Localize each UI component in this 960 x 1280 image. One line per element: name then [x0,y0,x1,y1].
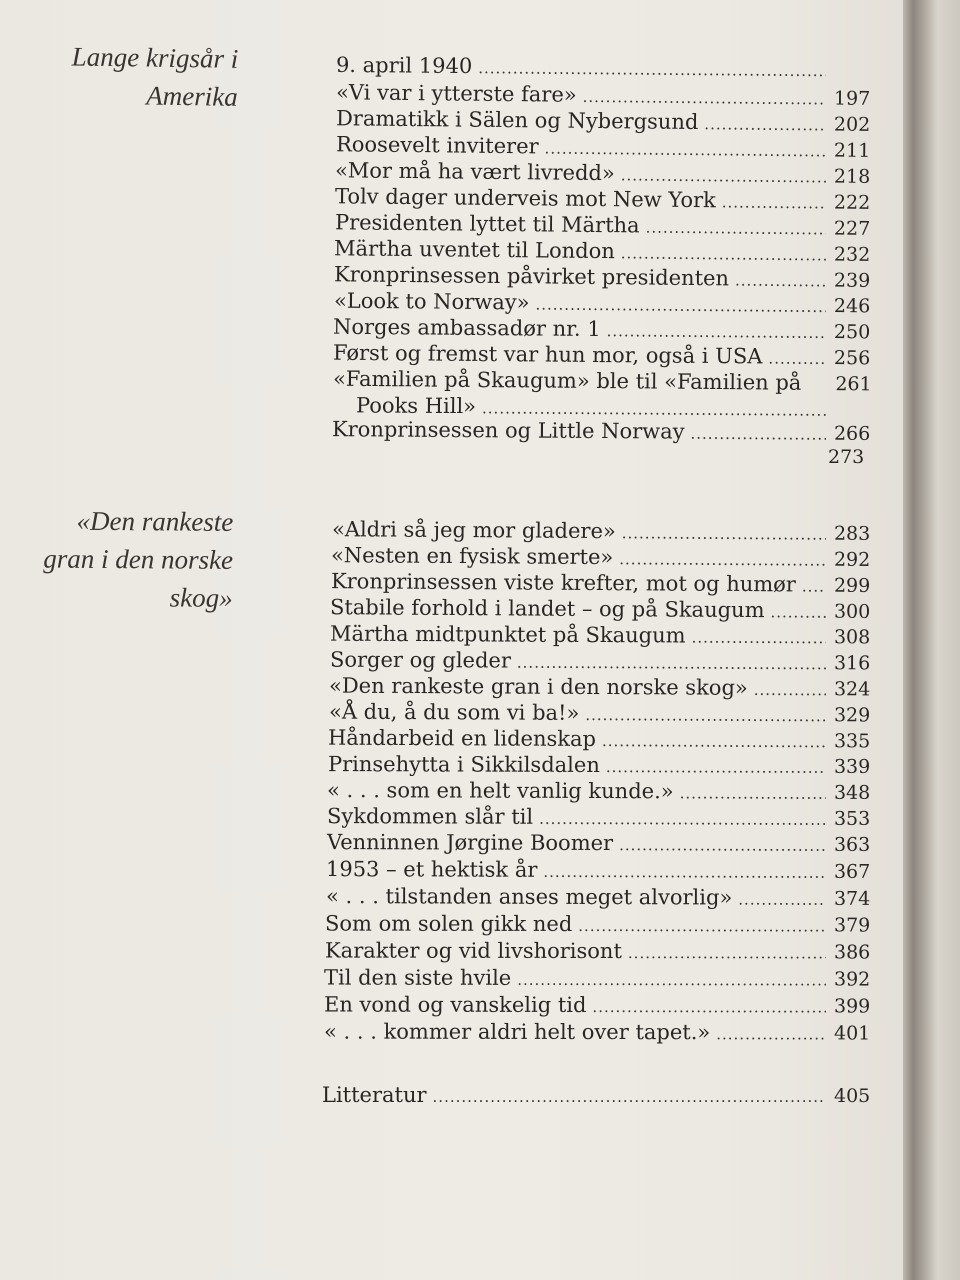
book-spine-gutter [903,0,960,1280]
toc-entry-page: 273 [828,446,865,468]
toc-entry-title: Dramatikk i Sälen og Nybergsund [335,106,699,135]
toc-entry[interactable] [328,673,871,702]
toc-entry-page: 405 [834,1085,871,1107]
toc-entry[interactable] [330,568,871,598]
toc-entry-title: 1953 – et hektisk år [325,857,538,882]
toc-leader-dots [738,887,826,913]
toc-entry-title: Roosevelt inviterer [335,132,539,159]
toc-entry-title: Märtha midtpunktet på Skaugum [329,621,686,648]
toc-leader-dots [543,859,826,886]
toc-entry-page: 339 [833,755,871,778]
toc-entry-title: Pooks Hill» [355,393,477,419]
toc-entry-title: «Å du, å du som vi ba!» [328,699,580,725]
toc-entry-page: 232 [833,243,871,266]
toc-leader-dots [619,832,826,859]
toc-leader-dots [802,573,826,599]
toc-leader-dots [539,806,826,833]
toc-entry-page: 335 [833,730,871,753]
toc-entry-page: 266 [833,422,871,445]
toc-entry-title: «Vi var i ytterste fare» [335,80,577,107]
toc-leader-dots [433,1084,826,1110]
toc-entry-page: 197 [833,87,871,110]
toc-entry[interactable] [323,965,871,992]
toc-entry-page: 299 [833,574,871,597]
toc-leader-dots [704,111,826,138]
toc-leader-dots [692,624,827,651]
toc-entry-title: «Aldri så jeg mor gladere» [331,517,616,544]
toc-entry-title: 9. april 1940 [335,52,473,79]
toc-entry[interactable] [330,542,871,572]
toc-entry-page: 353 [833,807,871,830]
section-title-line: «Den rankeste [76,505,234,537]
toc-leader-dots [628,940,826,966]
toc-leader-dots [602,728,826,755]
toc-leader-dots [716,1021,826,1047]
toc-entry-page: 250 [833,321,871,344]
toc-entry-page: 316 [833,652,871,675]
toc-entry[interactable] [326,777,871,805]
toc-entry[interactable] [336,52,826,82]
toc-entry[interactable] [327,725,871,754]
toc-entry-page: 324 [833,678,871,701]
toc-leader-dots [592,994,826,1020]
toc-entry-page: 363 [833,833,871,856]
toc-entry-title: Som om solen gikk ned [324,911,573,936]
toc-entry-page: 261 [835,373,872,396]
toc-entry-page: 218 [833,165,871,188]
toc-entry-title: Til den siste hvile [323,965,512,990]
toc-entry-page: 211 [833,139,871,162]
toc-entry-title: Håndarbeid en lidenskap [327,725,597,751]
toc-entry[interactable] [323,992,871,1019]
toc-entry[interactable] [820,444,864,470]
toc-entry-page: 256 [833,347,871,370]
toc-entry-title: Märtha uventet til London [333,236,615,264]
toc-entry[interactable] [326,829,871,857]
toc-leader-dots [754,677,826,703]
toc-entry-title: « . . . kommer aldri helt over tapet.» [323,1019,711,1045]
toc-entry-page: 392 [833,968,871,991]
toc-entry-page: 401 [833,1022,871,1045]
section-title-line: Lange krigsår i [71,41,239,74]
toc-entry-title: Sorger og gleder [329,647,511,673]
toc-entry[interactable] [326,803,871,831]
toc-entry[interactable] [323,1019,871,1046]
toc-entry-page: 227 [833,217,871,240]
toc-entry-title: «Mor må ha vært livredd» [334,158,615,186]
toc-entry-title: Sykdommen slår til [326,804,534,829]
toc-entry-literature[interactable] [322,1082,871,1108]
toc-leader-dots [478,55,826,84]
toc-entry-page: 202 [833,113,871,136]
toc-leader-dots [768,345,826,372]
toc-leader-dots [606,754,826,781]
toc-entry[interactable] [329,594,871,624]
toc-entry-title: «Nesten en fysisk smerte» [330,543,614,570]
toc-entry-title: «Den rankeste gran i den norske skog» [328,673,748,700]
toc-entry-title: « . . . som en helt vanlig kunde.» [326,778,674,804]
toc-entry-page: 348 [833,781,871,804]
toc-entry-title: En vond og vanskelig tid [323,992,587,1017]
toc-entry[interactable] [324,938,871,965]
toc-entry[interactable] [331,516,871,546]
section-title-den-rankeste-gran [0,501,233,617]
toc-entry-title: Tolv dager underveis mot New York [334,184,716,213]
section-title-line: Amerika [146,80,238,112]
toc-entry-title: Prinsehytta i Sikkilsdalen [327,752,600,778]
toc-leader-dots [770,599,826,625]
toc-entry-page: 300 [833,600,871,623]
toc-entry-title: Litteratur [322,1083,427,1107]
toc-entry[interactable] [325,856,871,884]
toc-entry-page: 222 [833,191,871,214]
toc-entry-title: Venninnen Jørgine Boomer [326,830,614,856]
toc-entry-title: Norges ambassadør nr. 1 [332,314,601,342]
toc-entry-title: «Look to Norway» [333,288,530,315]
toc-entry-page: 386 [833,941,871,964]
toc-entry-title: « . . . tilstanden anses meget alvorlig» [325,884,733,910]
toc-leader-dots [585,702,826,729]
toc-entry-page: 329 [833,704,871,727]
toc-entry-page: 399 [833,995,871,1018]
toc-entry-title: «Familien på Skaugum» ble til «Familien på [332,366,802,395]
toc-entry[interactable] [327,751,871,779]
toc-entry-title: Presidenten lyttet til Märtha [334,210,640,238]
toc-entry-title: Kronprinsessen påvirket presidenten [333,262,730,291]
toc-entry[interactable] [325,883,871,911]
toc-entry[interactable] [332,366,872,397]
toc-leader-dots [578,913,826,939]
toc-entry[interactable] [331,416,871,446]
toc-entry-page: 308 [833,626,871,649]
toc-entry-page: 239 [833,269,871,292]
toc-entry-page: 246 [833,295,871,318]
toc-entry[interactable] [329,647,871,676]
toc-entry-title: Først og fremst var hun mor, også i USA [332,340,763,369]
toc-leader-dots [722,189,826,216]
toc-leader-dots [517,967,826,994]
toc-entry-title: Kronprinsessen og Little Norway [331,417,685,444]
section-title-line: skog» [169,582,233,613]
toc-entry-page: 292 [833,548,871,571]
toc-entry[interactable] [324,911,871,938]
toc-entry[interactable] [328,699,871,728]
toc-entry-page: 283 [833,522,871,545]
toc-entry-title: Stabile forhold i landet – og på Skaugum [329,595,765,623]
toc-leader-dots [690,421,826,448]
toc-leader-dots [680,780,826,807]
toc-entry-page: 374 [833,887,871,910]
toc-entry[interactable] [329,621,871,650]
toc-entry-page: 367 [833,860,871,883]
section-title-line: gran i den norske [43,543,234,575]
toc-entry-title: Kronprinsessen viste krefter, mot og humør [330,569,796,597]
toc-entry-page: 379 [833,914,871,937]
toc-entry-title: Karakter og vid livshorisont [324,938,622,964]
section-title-lange-krigsar [0,36,239,116]
